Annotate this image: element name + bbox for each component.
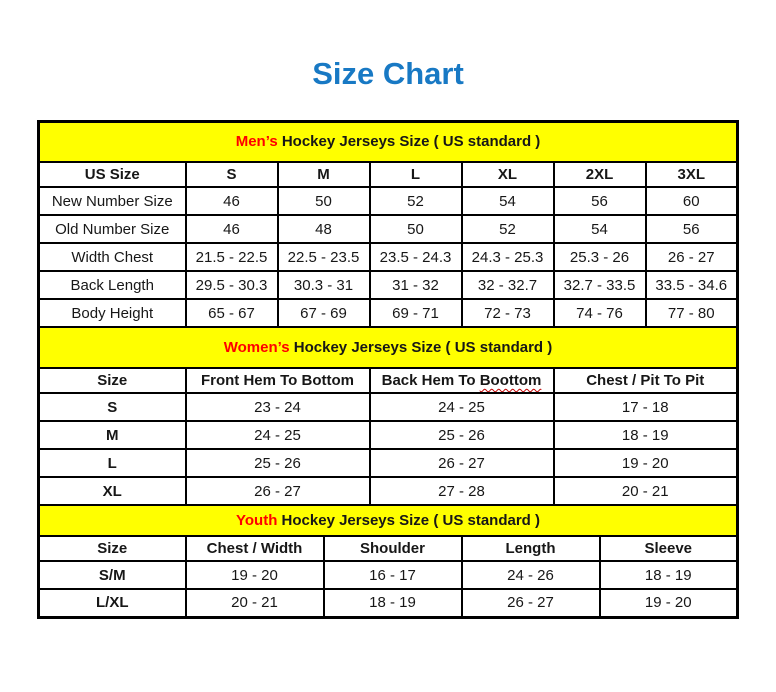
value-cell: 24 - 25 — [186, 421, 370, 449]
value-cell: 48 — [278, 215, 370, 243]
womens-section-band — [39, 327, 738, 368]
value-cell: 26 - 27 — [186, 477, 370, 505]
youth-band-highlight: Youth — [236, 512, 278, 530]
womens-band-row — [39, 327, 738, 368]
youth-row-lxl — [39, 589, 738, 617]
row-label: Width Chest — [39, 243, 186, 271]
value-cell: 25.3 - 26 — [554, 243, 646, 271]
mens-header-s: S — [186, 162, 278, 187]
youth-band-text: Hockey Jerseys Size ( US standard ) — [281, 512, 540, 530]
mens-band-highlight: Men’s — [235, 133, 278, 151]
value-cell: 19 - 20 — [600, 589, 738, 617]
youth-header-length: Length — [462, 536, 600, 561]
size-chart-table — [37, 120, 739, 619]
value-cell: 32.7 - 33.5 — [554, 271, 646, 299]
youth-header-row — [39, 536, 738, 561]
value-cell: 25 - 26 — [370, 421, 554, 449]
row-label: L/XL — [39, 589, 186, 617]
womens-header-chest: Chest / Pit To Pit — [554, 368, 738, 393]
value-cell: 25 - 26 — [186, 449, 370, 477]
womens-row-m — [39, 421, 738, 449]
row-label: S — [39, 393, 186, 421]
value-cell: 19 - 20 — [186, 561, 324, 589]
value-cell: 23 - 24 — [186, 393, 370, 421]
mens-row-old-number — [39, 215, 738, 243]
mens-row-width-chest — [39, 243, 738, 271]
mens-header-us-size: US Size — [39, 162, 186, 187]
youth-band-row — [39, 505, 738, 536]
mens-header-xl: XL — [462, 162, 554, 187]
womens-header-size: Size — [39, 368, 186, 393]
youth-header-size: Size — [39, 536, 186, 561]
value-cell: 26 - 27 — [646, 243, 738, 271]
youth-header-chest-width: Chest / Width — [186, 536, 324, 561]
womens-row-xl — [39, 477, 738, 505]
value-cell: 19 - 20 — [554, 449, 738, 477]
row-label: L — [39, 449, 186, 477]
value-cell: 24 - 26 — [462, 561, 600, 589]
value-cell: 31 - 32 — [370, 271, 462, 299]
back-hem-prefix: Back Hem To — [381, 372, 476, 390]
value-cell: 20 - 21 — [554, 477, 738, 505]
womens-row-l — [39, 449, 738, 477]
row-label: M — [39, 421, 186, 449]
value-cell: 60 — [646, 187, 738, 215]
value-cell: 20 - 21 — [186, 589, 324, 617]
youth-row-sm — [39, 561, 738, 589]
womens-header-front-hem: Front Hem To Bottom — [186, 368, 370, 393]
value-cell: 69 - 71 — [370, 299, 462, 327]
womens-band-highlight: Women’s — [223, 339, 290, 357]
value-cell: 22.5 - 23.5 — [278, 243, 370, 271]
value-cell: 46 — [186, 215, 278, 243]
value-cell: 29.5 - 30.3 — [186, 271, 278, 299]
value-cell: 54 — [554, 215, 646, 243]
youth-header-sleeve: Sleeve — [600, 536, 738, 561]
mens-section-band — [39, 121, 738, 162]
mens-band-text: Hockey Jerseys Size ( US standard ) — [281, 133, 541, 151]
mens-band-row — [39, 121, 738, 162]
womens-header-back-hem — [370, 368, 554, 393]
row-label: Back Length — [39, 271, 186, 299]
value-cell: 50 — [370, 215, 462, 243]
womens-band-text: Hockey Jerseys Size ( US standard ) — [293, 339, 553, 357]
value-cell: 46 — [186, 187, 278, 215]
mens-row-body-height — [39, 299, 738, 327]
womens-row-s — [39, 393, 738, 421]
value-cell: 77 - 80 — [646, 299, 738, 327]
value-cell: 72 - 73 — [462, 299, 554, 327]
value-cell: 33.5 - 34.6 — [646, 271, 738, 299]
value-cell: 56 — [646, 215, 738, 243]
value-cell: 24.3 - 25.3 — [462, 243, 554, 271]
mens-header-row — [39, 162, 738, 187]
value-cell: 32 - 32.7 — [462, 271, 554, 299]
row-label: S/M — [39, 561, 186, 589]
value-cell: 50 — [278, 187, 370, 215]
row-label: XL — [39, 477, 186, 505]
mens-row-new-number — [39, 187, 738, 215]
youth-section-band — [39, 505, 738, 536]
value-cell: 18 - 19 — [324, 589, 462, 617]
row-label: Body Height — [39, 299, 186, 327]
value-cell: 21.5 - 22.5 — [186, 243, 278, 271]
youth-header-shoulder: Shoulder — [324, 536, 462, 561]
value-cell: 27 - 28 — [370, 477, 554, 505]
value-cell: 16 - 17 — [324, 561, 462, 589]
row-label: New Number Size — [39, 187, 186, 215]
value-cell: 26 - 27 — [462, 589, 600, 617]
mens-header-l: L — [370, 162, 462, 187]
mens-header-2xl: 2XL — [554, 162, 646, 187]
value-cell: 17 - 18 — [554, 393, 738, 421]
mens-row-back-length — [39, 271, 738, 299]
value-cell: 54 — [462, 187, 554, 215]
back-hem-misspelled-word: Boottom — [479, 372, 542, 390]
page-title: Size Chart — [312, 56, 464, 91]
value-cell: 67 - 69 — [278, 299, 370, 327]
value-cell: 18 - 19 — [600, 561, 738, 589]
value-cell: 23.5 - 24.3 — [370, 243, 462, 271]
value-cell: 52 — [462, 215, 554, 243]
row-label: Old Number Size — [39, 215, 186, 243]
value-cell: 52 — [370, 187, 462, 215]
value-cell: 74 - 76 — [554, 299, 646, 327]
womens-header-row — [39, 368, 738, 393]
value-cell: 26 - 27 — [370, 449, 554, 477]
value-cell: 56 — [554, 187, 646, 215]
value-cell: 24 - 25 — [370, 393, 554, 421]
mens-header-3xl: 3XL — [646, 162, 738, 187]
value-cell: 18 - 19 — [554, 421, 738, 449]
value-cell: 30.3 - 31 — [278, 271, 370, 299]
mens-header-m: M — [278, 162, 370, 187]
value-cell: 65 - 67 — [186, 299, 278, 327]
